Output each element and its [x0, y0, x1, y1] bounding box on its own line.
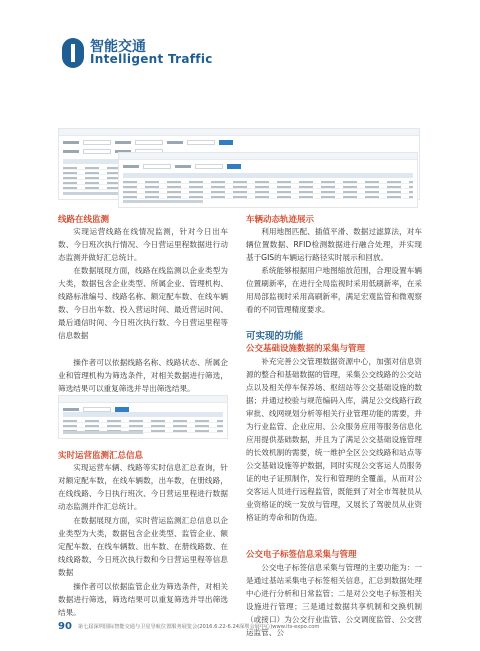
para-realtime-summary-1: 实现运营车辆、线路等实时信息汇总查询，针对额定配车数，在线车辆数，出车数，在册线路，在线线路、今日执行班次、今日营运里程进行数据动态监测并作汇总统计。 [58, 463, 228, 511]
heading-functions: 可实现的功能 [246, 331, 304, 342]
section-title-en: Intelligent Traffic [90, 52, 213, 66]
para-electronic-tags: 公交电子标签信息采集与管理的主要功能为：一是通过基站采集电子标签相关信息，汇总到数据处理中心进行分析和日常监管；二是对公交电子标签相关设施进行管理；三是通过数据共享机制和交换机制（或接口）为公交行业监管、公交调度监管、公交营运监管、公 [246, 563, 422, 637]
heading-infrastructure-data: 公交基础设施数据的采集与管理 [246, 344, 366, 354]
heading-vehicle-track: 车辆动态轨迹展示 [246, 215, 315, 225]
section-title-cn: 智能交通 [90, 39, 146, 55]
heading-realtime-summary: 实时运营监测汇总信息 [58, 451, 144, 461]
para-infrastructure-data: 补充完善公交管理数据资源中心，加强对信息资源的整合和基础数据的管理，采集公交线路的公交站点以及相关停车保养场、枢纽站等公交基础设施的数据；并通过校验与规范编码入库，满足公交线路行政审批、线网规划分析等相关行业管理功能的需要，并为行业监管、企业应用、公众服务应用等服务信息化应用提供基础数据，并且为了满足公交基础设施管理的长效机制的需要，统一维护全区公交线路和站点等公交基础设施等护数据，同时实现公交客运人员服务证的电子证照制作，发行和管理的全覆盖，从而对公交客运人员进行远程监管，既能到了对全市驾驶员从业资格证的统一发放与管理，又展长了驾驶员从业资格证的寿命和防伪造。 [246, 357, 422, 522]
para-realtime-summary-3: 操作者可以依据监管企业为筛选条件，对相关数据进行筛选，筛选结果可以重复筛选并导出筛选结果。 [58, 582, 228, 617]
section-logo-icon [62, 38, 84, 68]
heading-route-monitoring: 线路在线监测 [58, 215, 110, 225]
para-route-monitoring-1: 实现运营线路在线情况监测，针对今日出车数、今日班次执行情况、今日营运里程数据进行动态监测并做好汇总统计。 [58, 227, 228, 262]
screenshot-route-monitoring-detail [118, 152, 418, 208]
footer-caption: 第七届深圳国际智能交通与卫星导航位置服务展览会(2016.6.22-6.24深圳会展中心)www.its-expo.com [77, 623, 320, 630]
page-footer [58, 619, 319, 633]
heading-electronic-tags: 公交电子标签信息采集与管理 [246, 550, 357, 560]
para-route-monitoring-3: 操作者可以依据线路名称、线路状态、所属企业和管理机构为筛选条件，对相关数据进行筛选，筛选结果可以重复筛选并导出筛选结果。 [58, 358, 228, 393]
para-route-monitoring-2: 在数据展现方面，线路在线监测以企业类型为大类，数据包含企业类型、所属企业、管理机构、线路标准编号、线路名称、额定配车数、在线车辆数、今日出车数、投入营运时间、最近营运时间、最后通信时间、今日班次执行数、今日营运里程等信息数据 [58, 266, 228, 340]
page-number: 90 [58, 620, 72, 632]
screenshot-realtime-summary [58, 395, 228, 439]
para-vehicle-track-2: 系统能够根据用户地图缩放范围，合理设置车辆位置刷新率，在进行全局监视时采用低刷新率，在采用局部监视时采用高刷新率，满足宏观监管和微观察看的不同管理精度要求。 [246, 266, 422, 314]
para-realtime-summary-2: 在数据展现方面，实时营运监测汇总信息以企业类型为大类，数据包含企业类型、监管企业、额定配车数、在线车辆数、出车数、在册线路数、在线线路数、今日班次执行数和今日营运里程等信息数据 [58, 516, 228, 577]
para-vehicle-track-1: 利用地图匹配、插值平滑、数据过滤算法，对车辆位置数据、RFID检测数据进行融合处理，并实现基于GIS的车辆运行路径实时展示和回放。 [246, 227, 422, 262]
